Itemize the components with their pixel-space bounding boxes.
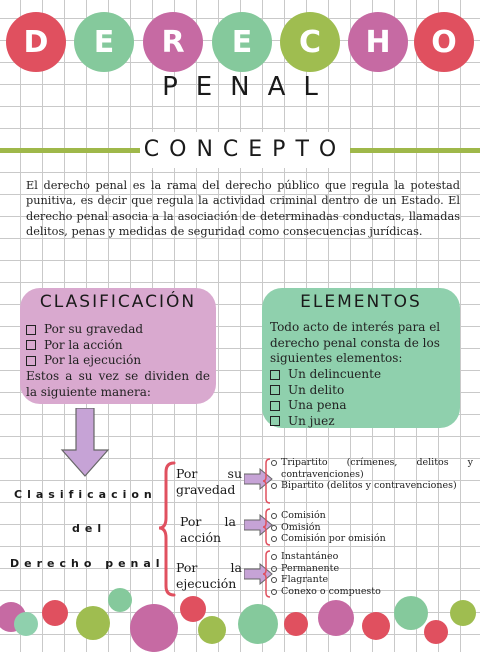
title-letters: [6, 12, 476, 74]
accion-list: [271, 510, 471, 545]
diagram-label-line1: Clasificacion: [14, 488, 157, 501]
sub-bracket: [263, 508, 271, 546]
elementos-list: [270, 367, 381, 429]
decor-dot: [42, 600, 68, 626]
down-arrow-icon: [60, 408, 110, 478]
clasificacion-box: [20, 288, 216, 404]
list-item: Omisión: [271, 522, 471, 534]
elementos-heading: ELEMENTOS: [300, 292, 422, 312]
clasificacion-heading: CLASIFICACIÓN: [39, 292, 197, 312]
checkbox-icon: [270, 401, 280, 411]
list-item: [26, 322, 143, 338]
sub-bracket: [263, 458, 271, 504]
page-subtitle: PENAL: [162, 72, 336, 102]
diagram-label-line2: del: [72, 522, 107, 535]
decor-dot: [130, 604, 178, 652]
clasificacion-list: [26, 322, 143, 369]
elementos-intro: Todo acto de interés para el derecho penal consta de los siguientes elementos:: [270, 320, 441, 365]
list-item-label: Por la ejecución: [44, 353, 142, 367]
list-item: Flagrante: [271, 574, 471, 586]
list-item: Conexo o compuesto: [271, 586, 471, 598]
decor-dot: [238, 604, 278, 644]
list-item-label: Por la acción: [44, 337, 123, 352]
decor-dot: [424, 620, 448, 644]
category-ejecucion: Por la ejecución: [176, 560, 242, 591]
list-item-label: Un delito: [288, 382, 345, 397]
list-item: Comisión: [271, 510, 471, 522]
decor-dot: [394, 596, 428, 630]
clasificacion-note: Estos a su vez se dividen de la siguiente manera:: [26, 369, 210, 399]
checkbox-icon: [26, 356, 36, 366]
decor-dot: [108, 588, 132, 612]
concepto-text: El derecho penal es la rama del derecho público que regula la potestad punitiva, es decir que regula la actividad criminal dentro de un Estado. El derecho penal asocia a la asociación de determinadas conductas, llamadas delitos, penas y medidas de seguridad como consecuencias jurídicas.: [26, 179, 460, 238]
checkbox-icon: [270, 385, 280, 395]
list-item: [270, 398, 381, 414]
decor-dot: [450, 600, 476, 626]
sub-bracket: [263, 550, 271, 598]
title-letter-e2: E: [212, 12, 272, 72]
list-item: Tripartito (crímenes, delitos y contravenciones): [271, 457, 473, 480]
title-letter-e: E: [74, 12, 134, 72]
main-bracket: [156, 460, 178, 600]
title-letter-h: H: [348, 12, 408, 72]
title-letter-c: C: [280, 12, 340, 72]
category-gravedad: Por su gravedad: [176, 466, 242, 497]
list-item-label: Un delincuente: [288, 367, 382, 381]
list-item: Bipartito (delitos y contravenciones): [271, 480, 473, 492]
elementos-box: [262, 288, 460, 428]
title-letter-o: O: [414, 12, 474, 72]
list-item: Instantáneo: [271, 551, 471, 563]
list-item: Comisión por omisión: [271, 533, 471, 545]
list-item-label: Un juez: [288, 413, 335, 428]
title-letter-d: D: [6, 12, 66, 72]
decor-dot: [284, 612, 308, 636]
ejecucion-list: [271, 551, 471, 597]
checkbox-icon: [26, 325, 36, 335]
gravedad-list: [271, 457, 473, 492]
checkbox-icon: [270, 370, 280, 380]
list-item: [270, 414, 381, 430]
checkbox-icon: [26, 340, 36, 350]
concepto-heading: CONCEPTO: [140, 132, 350, 168]
list-item: [26, 353, 143, 369]
category-accion: Por la acción: [180, 514, 236, 545]
list-item: [270, 383, 381, 399]
list-item: [26, 338, 143, 354]
diagram-label-line3: Derecho penal: [10, 557, 165, 570]
checkbox-icon: [270, 416, 280, 426]
decor-dot: [14, 612, 38, 636]
decor-dot: [180, 596, 206, 622]
title-letter-r: R: [143, 12, 203, 72]
decor-dot: [318, 600, 354, 636]
list-item-label: Una pena: [288, 398, 347, 412]
list-item-label: Por su gravedad: [44, 322, 144, 336]
list-item: Permanente: [271, 563, 471, 575]
decor-dot: [362, 612, 390, 640]
decor-dot: [76, 606, 110, 640]
list-item: [270, 367, 381, 383]
